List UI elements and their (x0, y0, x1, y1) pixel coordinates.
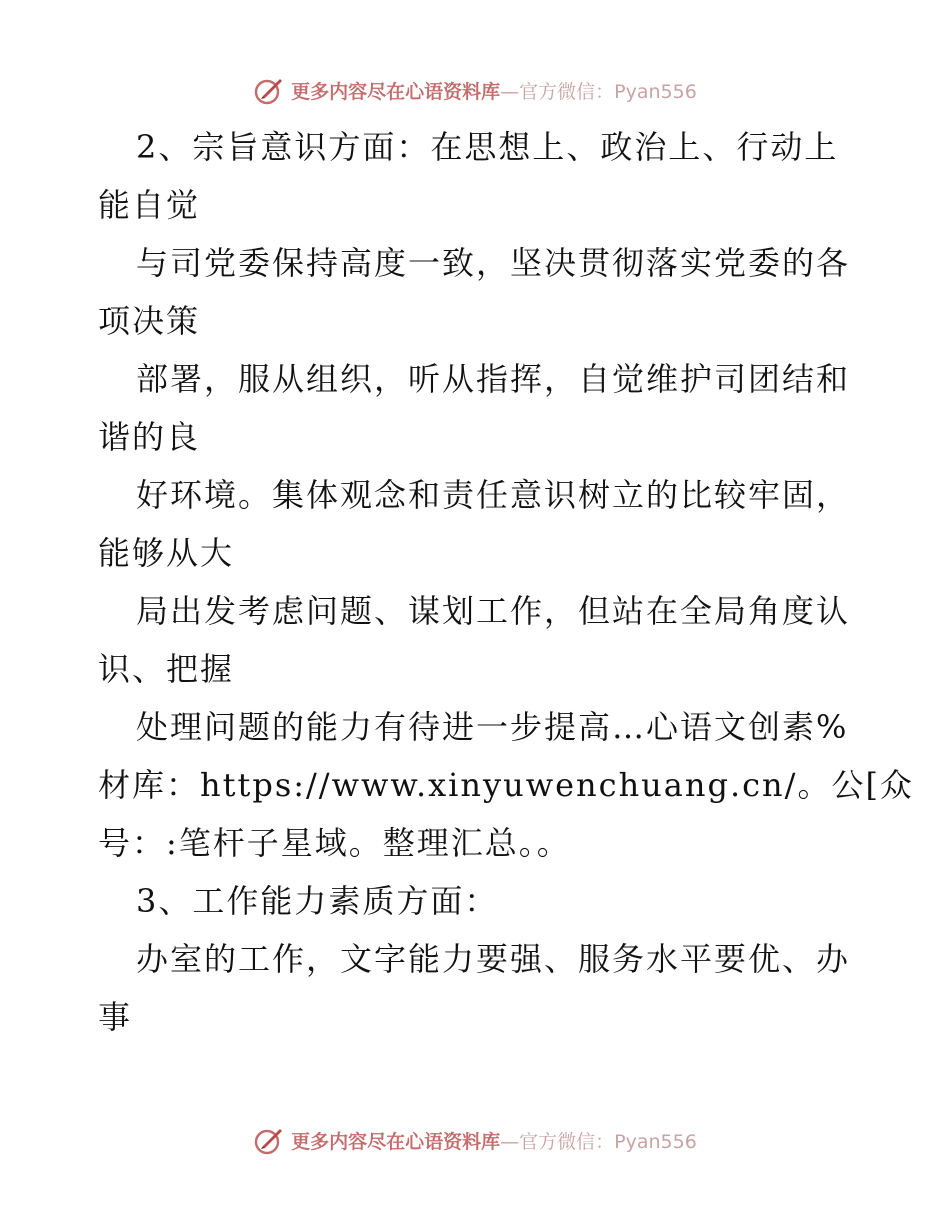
header-watermark (0, 70, 950, 110)
text-line: 谐的良 (98, 418, 201, 456)
watermark-brand: 更多内容尽在心语资料库 (291, 1130, 501, 1153)
text-line: 号：:笔杆子星域。整理汇总。。 (98, 824, 571, 862)
watermark-wechat: 官方微信：Pyan556 (519, 80, 697, 103)
text-line: 好环境。集体观念和责任意识树立的比较牢固， (136, 476, 851, 514)
watermark-text (291, 77, 697, 104)
watermark-brand: 更多内容尽在心语资料库 (291, 80, 501, 103)
quill-logo-icon (253, 1124, 285, 1156)
text-line: 能自觉 (98, 186, 201, 224)
text-line: 项决策 (98, 302, 201, 340)
watermark-wechat: 官方微信：Pyan556 (519, 1130, 697, 1153)
watermark-separator: — (500, 1130, 520, 1153)
text-line: 3、工作能力素质方面： (136, 882, 499, 920)
text-line: 局出发考虑问题、谋划工作，但站在全局角度认 (136, 592, 851, 630)
text-line: 能够从大 (98, 534, 235, 572)
text-line: 识、把握 (98, 650, 235, 688)
text-line: 处理问题的能力有待进一步提高…心语文创素% (136, 708, 849, 746)
text-line: 2、宗旨意识方面：在思想上、政治上、行动上 (136, 128, 839, 166)
text-line: 部署，服从组织，听从指挥，自觉维护司团结和 (136, 360, 851, 398)
text-line: 办室的工作，文字能力要强、服务水平要优、办 (136, 940, 851, 978)
watermark-separator: — (500, 80, 520, 103)
watermark-text (291, 1127, 697, 1154)
quill-logo-icon (253, 74, 285, 106)
text-line: 材库：https://www.xinyuwenchuang.cn/。公[众 (98, 766, 914, 804)
footer-watermark (0, 1120, 950, 1160)
text-line: 与司党委保持高度一致，坚决贯彻落实党委的各 (136, 244, 851, 282)
document-body (98, 118, 914, 1046)
text-line: 事 (98, 998, 133, 1036)
